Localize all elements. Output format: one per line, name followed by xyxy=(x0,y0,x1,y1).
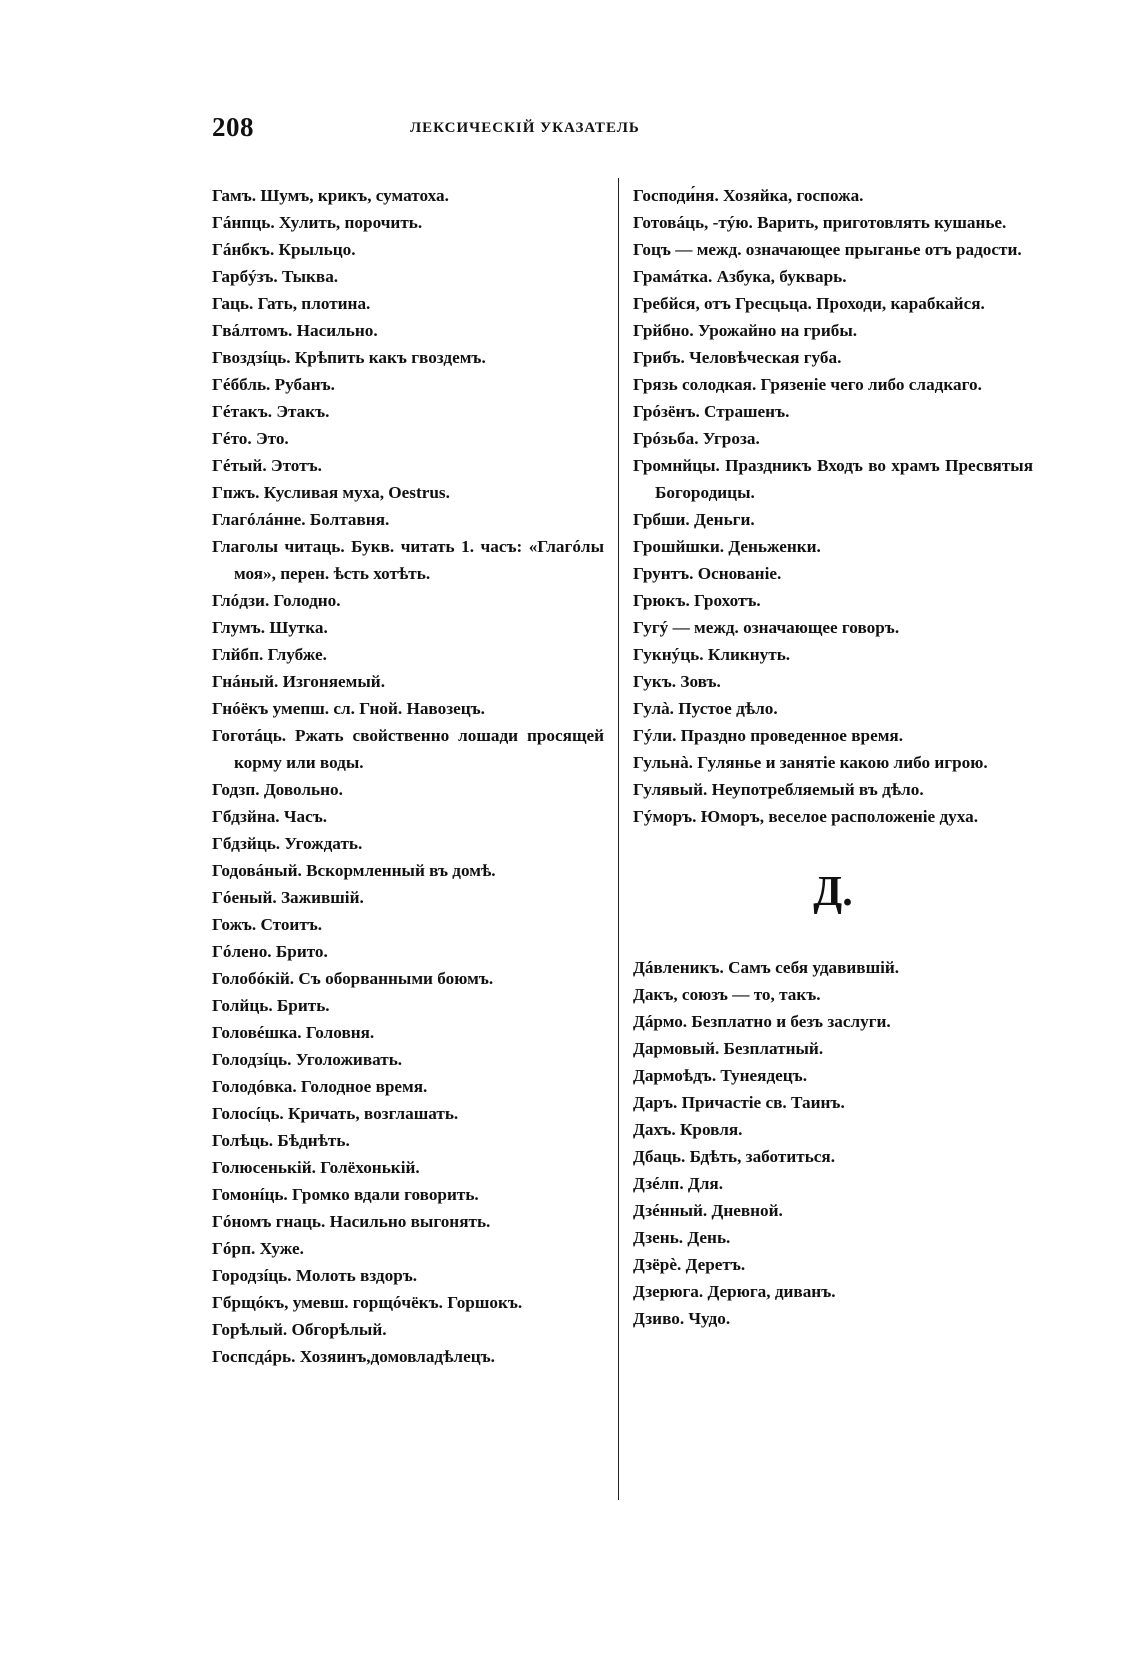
entry: Гугý — межд. означающее говоръ. xyxy=(633,618,900,637)
entry: Гулà. Пустое дѣло. xyxy=(633,699,778,718)
entry: Глйбп. Глубже. xyxy=(212,645,327,664)
entry: Гвáлтомъ. Насильно. xyxy=(212,321,378,340)
entry: Гпжъ. Кусливая муха, Oestrus. xyxy=(212,483,450,502)
entry: Готовáць, -тýю. Варить, приготовлять кушанье. xyxy=(633,213,1007,232)
entry: Грюкъ. Грохотъ. xyxy=(633,591,761,610)
entry: Гбрщóкъ, умевш. горщóчёкъ. Горшокъ. xyxy=(212,1293,523,1312)
entry: Глаголы читаць. Букв. читать 1. часъ: «Глагóлы моя», перен. ѣсть хотѣть. xyxy=(212,537,604,583)
entry: Гóрп. Хуже. xyxy=(212,1239,304,1258)
entry: Грбши. Деньги. xyxy=(633,510,755,529)
entry: Гожъ. Стоитъ. xyxy=(212,915,323,934)
entry: Гульнà. Гулянье и занятіе какою либо игрою. xyxy=(633,753,988,772)
entry: Годовáный. Вскормленный въ домѣ. xyxy=(212,861,496,880)
entry: Грунтъ. Основаніе. xyxy=(633,564,782,583)
entry: Гéтакъ. Этакъ. xyxy=(212,402,330,421)
entry: Голѣць. Бѣднѣть. xyxy=(212,1131,350,1150)
entry: Голйць. Брить. xyxy=(212,996,330,1015)
entry: Дзень. День. xyxy=(633,1228,731,1247)
running-head: ЛЕКСИЧЕСКІЙ УКАЗАТЕЛЬ xyxy=(410,120,640,136)
entry: Господи́ня. Хозяйка, госпожа. xyxy=(633,186,864,205)
entry: Грамáтка. Азбука, букварь. xyxy=(633,267,847,286)
entry: Дармоѣдъ. Тунеядецъ. xyxy=(633,1066,807,1085)
entry: Гарбýзъ. Тыква. xyxy=(212,267,339,286)
entry: Голюсенькій. Голёхонькій. xyxy=(212,1158,420,1177)
entry: Городзíць. Молоть вздоръ. xyxy=(212,1266,418,1285)
entry: Дбаць. Бдѣть, заботиться. xyxy=(633,1147,836,1166)
entry: Гéто. Это. xyxy=(212,429,289,448)
entry: Гáнпць. Хулить, порочить. xyxy=(212,213,423,232)
entry: Грибъ. Человѣческая губа. xyxy=(633,348,842,367)
page-number: 208 xyxy=(212,112,254,142)
entry: Дáрмо. Безплатно и безъ заслуги. xyxy=(633,1012,891,1031)
entry: Гомонíць. Громко вдали говорить. xyxy=(212,1185,479,1204)
entry: Гýморъ. Юморъ, веселое расположеніе духа. xyxy=(633,807,978,826)
entry: Гвоздзíць. Крѣпить какъ гвоздемъ. xyxy=(212,348,486,367)
entry: Госпсдáрь. Хозяинъ,домовладѣлецъ. xyxy=(212,1347,495,1366)
entry: Даръ. Причастіе св. Таинъ. xyxy=(633,1093,845,1112)
entry: Гóлено. Брито. xyxy=(212,942,328,961)
entry: Гбдзйна. Часъ. xyxy=(212,807,328,826)
entry: Гéтый. Этотъ. xyxy=(212,456,322,475)
entry: Гóномъ гнаць. Насильно выгонять. xyxy=(212,1212,491,1231)
entry: Дзиво. Чудо. xyxy=(633,1309,731,1328)
entry: Голосíць. Кричать, возглашать. xyxy=(212,1104,459,1123)
entry: Голодзíць. Уголоживать. xyxy=(212,1050,403,1069)
entry: Гéббль. Рубанъ. xyxy=(212,375,335,394)
entry: Гбдзйць. Угождать. xyxy=(212,834,363,853)
letter-heading: Д. xyxy=(813,869,853,915)
column-divider xyxy=(618,178,619,1500)
entry: Дакъ, союзъ — то, такъ. xyxy=(633,985,821,1004)
entry: Дзéлп. Для. xyxy=(633,1174,723,1193)
entry: Гукъ. Зовъ. xyxy=(633,672,721,691)
entry: Дармовый. Безплатный. xyxy=(633,1039,824,1058)
entry: Дзéнный. Дневной. xyxy=(633,1201,783,1220)
entry: Гáнбкъ. Крыльцо. xyxy=(212,240,356,259)
entry: Дахъ. Кровля. xyxy=(633,1120,743,1139)
entry: Гаць. Гать, плотина. xyxy=(212,294,371,313)
entry: Гоцъ — межд. означающее прыганье отъ радости. xyxy=(633,240,1022,259)
entry: Гнáный. Изгоняемый. xyxy=(212,672,385,691)
entry: Гамъ. Шумъ, крикъ, суматоха. xyxy=(212,186,449,205)
entry: Дзёрè. Деретъ. xyxy=(633,1255,746,1274)
entry: Гнóёкъ умепш. сл. Гной. Навозецъ. xyxy=(212,699,485,718)
entry: Гулявый. Неупотребляемый въ дѣло. xyxy=(633,780,924,799)
entry: Глóдзи. Голодно. xyxy=(212,591,341,610)
entry: Гребйся, отъ Гресцьца. Проходи, карабкайся. xyxy=(633,294,985,313)
entry: Грóзьба. Угроза. xyxy=(633,429,760,448)
entry: Гоготáць. Ржать свойственно лошади просящей корму или воды. xyxy=(212,726,604,772)
entry: Горѣлый. Обгорѣлый. xyxy=(212,1320,387,1339)
entry: Грóзёнъ. Страшенъ. xyxy=(633,402,790,421)
entry: Глагóлáнне. Болтавня. xyxy=(212,510,390,529)
entry: Дзерюга. Дерюга, диванъ. xyxy=(633,1282,836,1301)
entry: Гóеный. Зажившій. xyxy=(212,888,364,907)
entry: Годзп. Довольно. xyxy=(212,780,343,799)
entry: Голодóвка. Голодное время. xyxy=(212,1077,428,1096)
entry: Гýли. Праздно проведенное время. xyxy=(633,726,904,745)
right-column xyxy=(633,182,1033,1332)
entry: Голобóкій. Съ оборванными боюмъ. xyxy=(212,969,494,988)
entry: Головéшка. Головня. xyxy=(212,1023,375,1042)
entry: Глумъ. Шутка. xyxy=(212,618,328,637)
entry: Гукнýць. Кликнуть. xyxy=(633,645,791,664)
entry: Грязь солодкая. Грязеніе чего либо сладкаго. xyxy=(633,375,982,394)
entry: Громнйцы. Праздникъ Входъ во храмъ Пресвятыя Богородицы. xyxy=(633,456,1033,502)
left-column xyxy=(212,182,604,1370)
entry: Грошйшки. Деньженки. xyxy=(633,537,821,556)
entry: Дáвленикъ. Самъ себя удавившій. xyxy=(633,958,900,977)
entry: Грйбно. Урожайно на грибы. xyxy=(633,321,858,340)
